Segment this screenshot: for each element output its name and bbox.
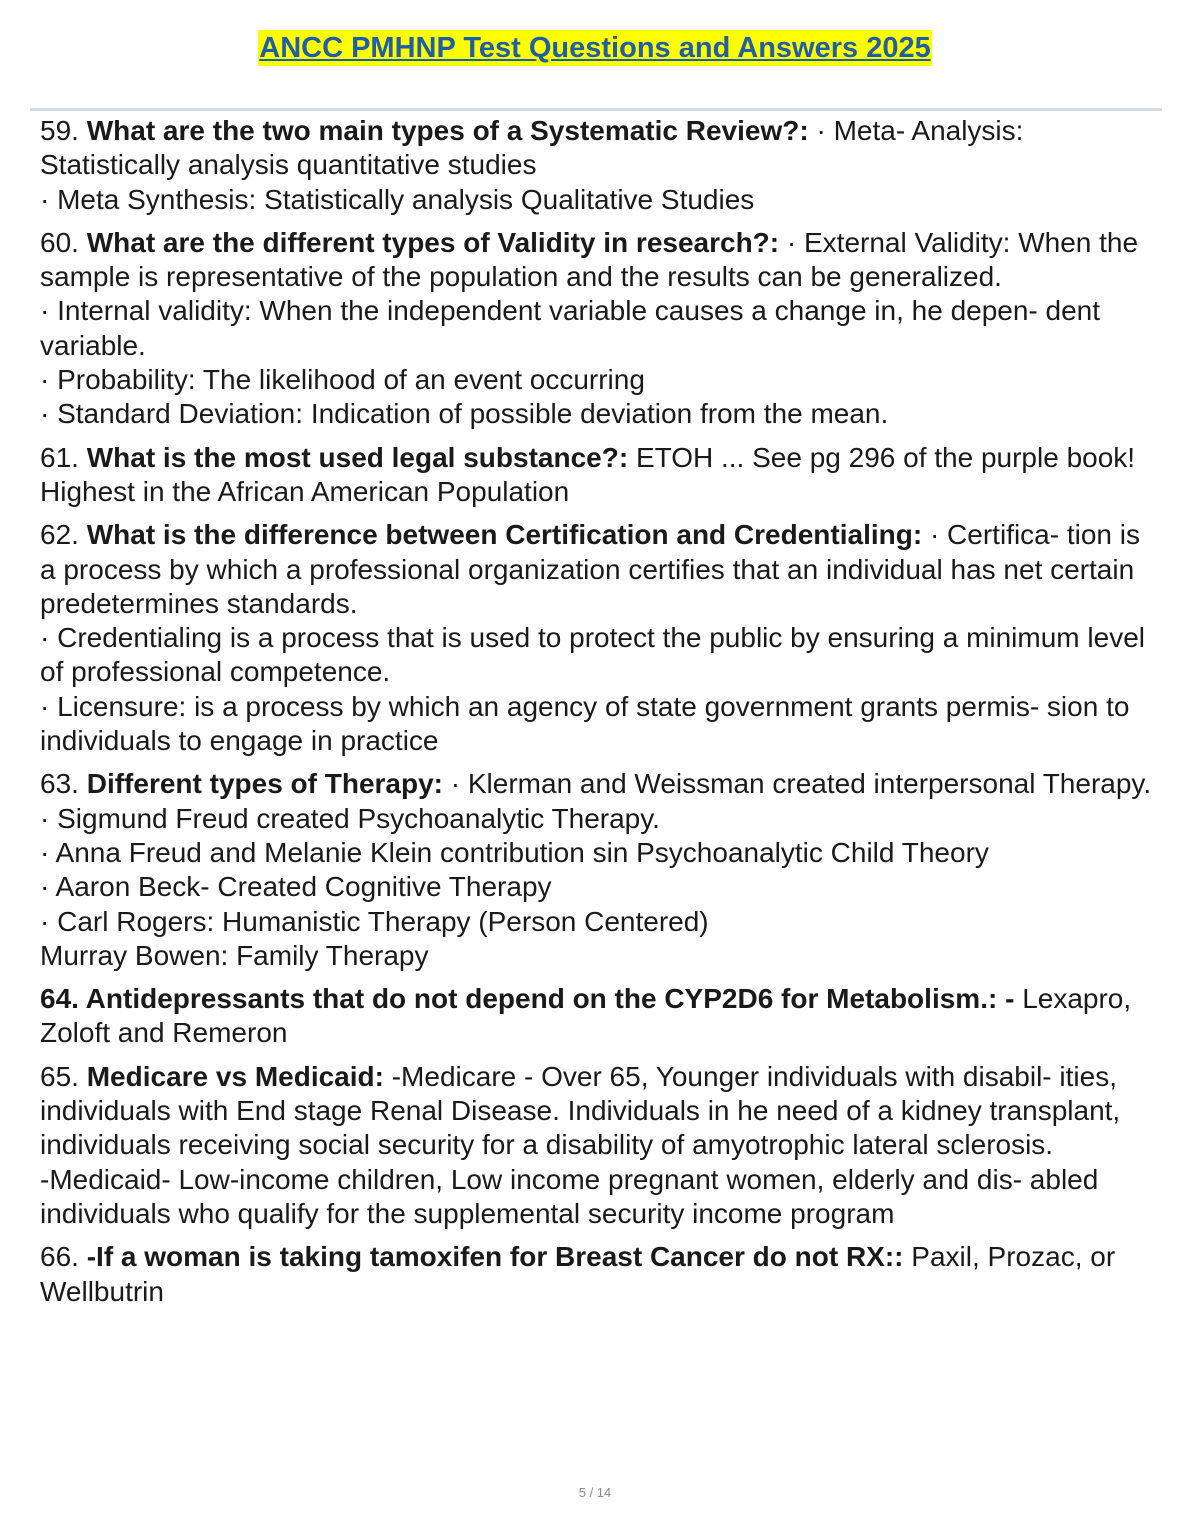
item-number: 60. [40,226,79,258]
qa-item-64 [40,982,1158,1051]
answer-line: · Licensure: is a process by which an agency of state government grants permis- sion to individuals to engage in practice [40,690,1130,757]
qa-list [40,114,1158,1318]
qa-item-60 [40,226,1158,432]
qa-item-59 [40,114,1158,217]
answer-text: Paxil, Prozac, or Wellbutrin [40,1241,1116,1307]
page-number: 5 / 14 [578,1485,612,1500]
item-number: 59. [40,115,79,146]
qa-item-66 [40,1240,1158,1309]
answer-text: · Certifica- tion is a process by which a professional organization certifies that an individual has net certain predetermines standards. [40,519,1140,619]
answer-line: · Probability: The likelihood of an event occurring [40,364,645,396]
question-text: Different types of Therapy: [86,768,443,800]
answer-text: · Klerman and Weissman created interpersonal Therapy. [450,768,1152,800]
question-text: What are the different types of Validity in research?: [86,226,780,258]
answer-text: ETOH ... See pg 296 of the purple book! Highest in the African American Population [40,441,1136,507]
answer-text: Lexapro, Zoloft and Remeron [40,983,1132,1049]
item-number: 66. [40,1241,79,1273]
answer-text: · External Validity: When the sample is representative of the population and the results can be generalized. [40,226,1139,293]
qa-item-62 [40,518,1158,758]
question-text: Medicare vs Medicaid: [86,1060,384,1092]
answer-line: Murray Bowen: Family Therapy [40,939,429,971]
qa-question-line [40,1240,1158,1309]
answer-line: · Standard Deviation: Indication of possible deviation from the mean. [40,398,889,430]
question-text: What is the difference between Certification and Credentialing: [86,519,923,551]
item-number: 62. [40,519,79,551]
qa-question-line [40,518,1158,621]
question-text: -If a woman is taking tamoxifen for Breast Cancer do not RX:: [86,1241,904,1273]
qa-question-line [40,767,1158,801]
document-header [0,30,1190,66]
item-number: 63. [40,768,79,800]
answer-text: · Meta- Analysis: Statistically analysis quantitative studies [40,115,1024,181]
question-text: What is the most used legal substance?: [86,441,629,473]
answer-line: · Internal validity: When the independent variable causes a change in, he depen- dent variable. [40,295,1101,361]
answer-line: · Carl Rogers: Humanistic Therapy (Person Centered) [40,905,709,937]
answer-line: · Aaron Beck- Created Cognitive Therapy [40,871,552,903]
answer-line: · Meta Synthesis: Statistically analysis Qualitative Studies [40,183,755,215]
qa-question-line [40,226,1158,295]
answer-line: · Credentialing is a process that is used to protect the public by ensuring a minimum level of professional competence. [40,622,1145,688]
answer-line: · Sigmund Freud created Psychoanalytic Therapy. [40,802,660,834]
item-number: 61. [40,441,79,473]
header-divider [30,108,1162,111]
answer-text: -Medicare - Over 65, Younger individuals with disabil- ities, individuals with End stage Renal Disease. Individuals in he need of a kidney transplant, individuals receiving social security for a disability of amyotrophic lateral sclerosis. [40,1060,1121,1161]
item-number: 65. [40,1060,79,1092]
qa-question-line [40,982,1158,1051]
answer-line: · Anna Freud and Melanie Klein contribution sin Psychoanalytic Child Theory [40,836,989,868]
answer-line: -Medicaid- Low-income children, Low income pregnant women, elderly and dis- abled individuals who qualify for the supplemental security income program [40,1163,1099,1229]
qa-question-line [40,1060,1158,1163]
question-text: 64. Antidepressants that do not depend on the CYP2D6 for Metabolism.: - [40,983,1015,1015]
qa-item-63 [40,767,1158,973]
question-text: What are the two main types of a Systematic Review?: [86,115,809,146]
qa-item-61 [40,441,1158,510]
qa-item-65 [40,1060,1158,1231]
qa-question-line [40,441,1158,510]
qa-question-line [40,114,1158,183]
document-title: ANCC PMHNP Test Questions and Answers 2025 [259,32,931,64]
